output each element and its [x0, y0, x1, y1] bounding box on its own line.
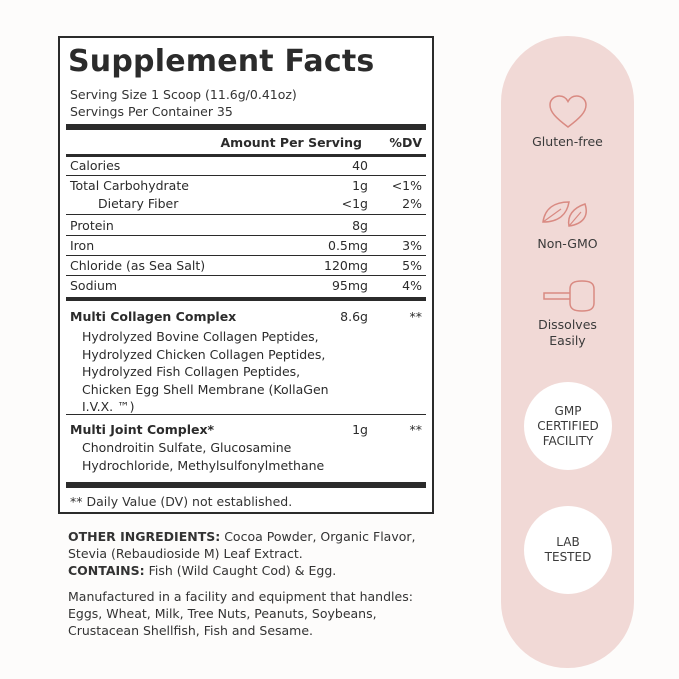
feature-label: Gluten-free	[532, 134, 603, 149]
ingredient-line: Chondroitin Sulfate, Glucosamine	[82, 440, 292, 455]
nutrient-name: Sodium	[70, 278, 118, 293]
ingredient-line: Hydrolyzed Bovine Collagen Peptides,	[82, 329, 319, 344]
feature-label-line: Easily	[549, 333, 586, 348]
joint-amount: 1g	[352, 422, 368, 437]
column-header	[70, 135, 422, 153]
nutrient-dv: 3%	[402, 238, 422, 253]
allergen-line: Crustacean Shellfish, Fish and Sesame.	[68, 623, 314, 638]
nutrient-row	[70, 158, 422, 176]
nutrient-amount: 95mg	[331, 278, 368, 293]
leaves-icon	[539, 196, 597, 228]
joint-dv: **	[409, 422, 422, 437]
nutrient-amount: 0.5mg	[328, 238, 368, 253]
feature-label: Non-GMO	[537, 236, 598, 251]
nutrient-row	[70, 196, 422, 214]
ingredients-text: Cocoa Powder, Organic Flavor,	[220, 529, 416, 544]
badge-line: LAB	[556, 535, 580, 549]
allergen-line: Eggs, Wheat, Milk, Tree Nuts, Peanuts, Soybeans,	[68, 606, 377, 621]
badge-line: CERTIFIED	[537, 418, 599, 433]
medium-divider	[66, 297, 426, 301]
nutrient-name: Total Carbohydrate	[70, 178, 189, 193]
badge-line: FACILITY	[542, 433, 594, 448]
feature-gluten-free	[501, 94, 634, 150]
nutrient-name: Chloride (as Sea Salt)	[70, 258, 206, 273]
row-divider	[66, 255, 426, 256]
contains-text: Fish (Wild Caught Cod) & Egg.	[144, 563, 337, 578]
lab-tested-badge	[524, 506, 612, 594]
nutrient-dv: <1%	[391, 178, 422, 193]
nutrient-amount: 8g	[352, 218, 368, 233]
nutrient-amount: 1g	[352, 178, 368, 193]
other-ingredients	[68, 528, 448, 579]
allergen-statement	[68, 588, 448, 639]
ingredient-line: Hydrolyzed Fish Collagen Peptides,	[82, 364, 301, 379]
feature-non-gmo	[501, 196, 634, 252]
nutrient-row	[70, 218, 422, 236]
nutrient-amount: <1g	[341, 196, 368, 211]
nutrient-row	[70, 258, 422, 276]
nutrient-dv: 5%	[402, 258, 422, 273]
ingredients-text: Stevia (Rebaudioside M) Leaf Extract.	[68, 546, 303, 561]
facts-title: Supplement Facts	[68, 44, 375, 79]
collagen-dv: **	[409, 309, 422, 324]
feature-dissolves	[501, 279, 634, 349]
joint-row	[70, 422, 422, 440]
feature-label-line: Dissolves	[538, 317, 597, 332]
thick-divider	[66, 482, 426, 488]
collagen-ingredients	[82, 328, 372, 416]
badge-line: GMP	[554, 403, 582, 418]
header-dv: %DV	[389, 135, 422, 150]
nutrient-row	[70, 178, 422, 196]
thick-divider	[66, 124, 426, 130]
gmp-badge	[524, 382, 612, 470]
nutrient-name: Iron	[70, 238, 95, 253]
supplement-facts-panel	[58, 36, 434, 514]
nutrient-name: Calories	[70, 158, 121, 173]
nutrient-row	[70, 238, 422, 256]
nutrient-name: Dietary Fiber	[98, 196, 179, 211]
footnote: ** Daily Value (DV) not established.	[70, 494, 293, 509]
ingredient-line: I.V.X. ™)	[82, 399, 135, 414]
row-divider	[66, 275, 426, 276]
badge-line: TESTED	[544, 550, 592, 564]
ingredient-line: Chicken Egg Shell Membrane (KollaGen	[82, 381, 329, 397]
ingredient-line: Hydrochloride, Methylsulfonylmethane	[82, 457, 325, 473]
nutrient-amount: 120mg	[324, 258, 368, 273]
header-amount: Amount Per Serving	[220, 135, 362, 150]
joint-name: Multi Joint Complex*	[70, 422, 215, 437]
nutrient-name: Protein	[70, 218, 114, 233]
row-divider	[66, 414, 426, 415]
scoop-icon	[540, 279, 596, 313]
heart-icon	[548, 94, 588, 130]
contains-label: CONTAINS:	[68, 563, 145, 578]
nutrient-row	[70, 278, 422, 296]
row-divider	[66, 235, 426, 236]
row-divider	[66, 214, 426, 215]
joint-ingredients	[82, 439, 372, 474]
serving-size: Serving Size 1 Scoop (11.6g/0.41oz)	[70, 87, 297, 102]
ingredient-line: Hydrolyzed Chicken Collagen Peptides,	[82, 346, 326, 362]
nutrient-amount: 40	[352, 158, 368, 173]
allergen-line: Manufactured in a facility and equipment that handles:	[68, 589, 413, 604]
ingredients-label: OTHER INGREDIENTS:	[68, 529, 221, 544]
servings-per-container: Servings Per Container 35	[70, 104, 233, 119]
nutrient-dv: 4%	[402, 278, 422, 293]
collagen-amount: 8.6g	[340, 309, 368, 324]
nutrient-dv: 2%	[402, 196, 422, 211]
features-pill	[501, 36, 634, 668]
feature-label	[501, 317, 634, 349]
collagen-name: Multi Collagen Complex	[70, 309, 237, 324]
medium-divider	[66, 154, 426, 157]
row-divider	[66, 175, 426, 176]
collagen-row	[70, 309, 422, 327]
